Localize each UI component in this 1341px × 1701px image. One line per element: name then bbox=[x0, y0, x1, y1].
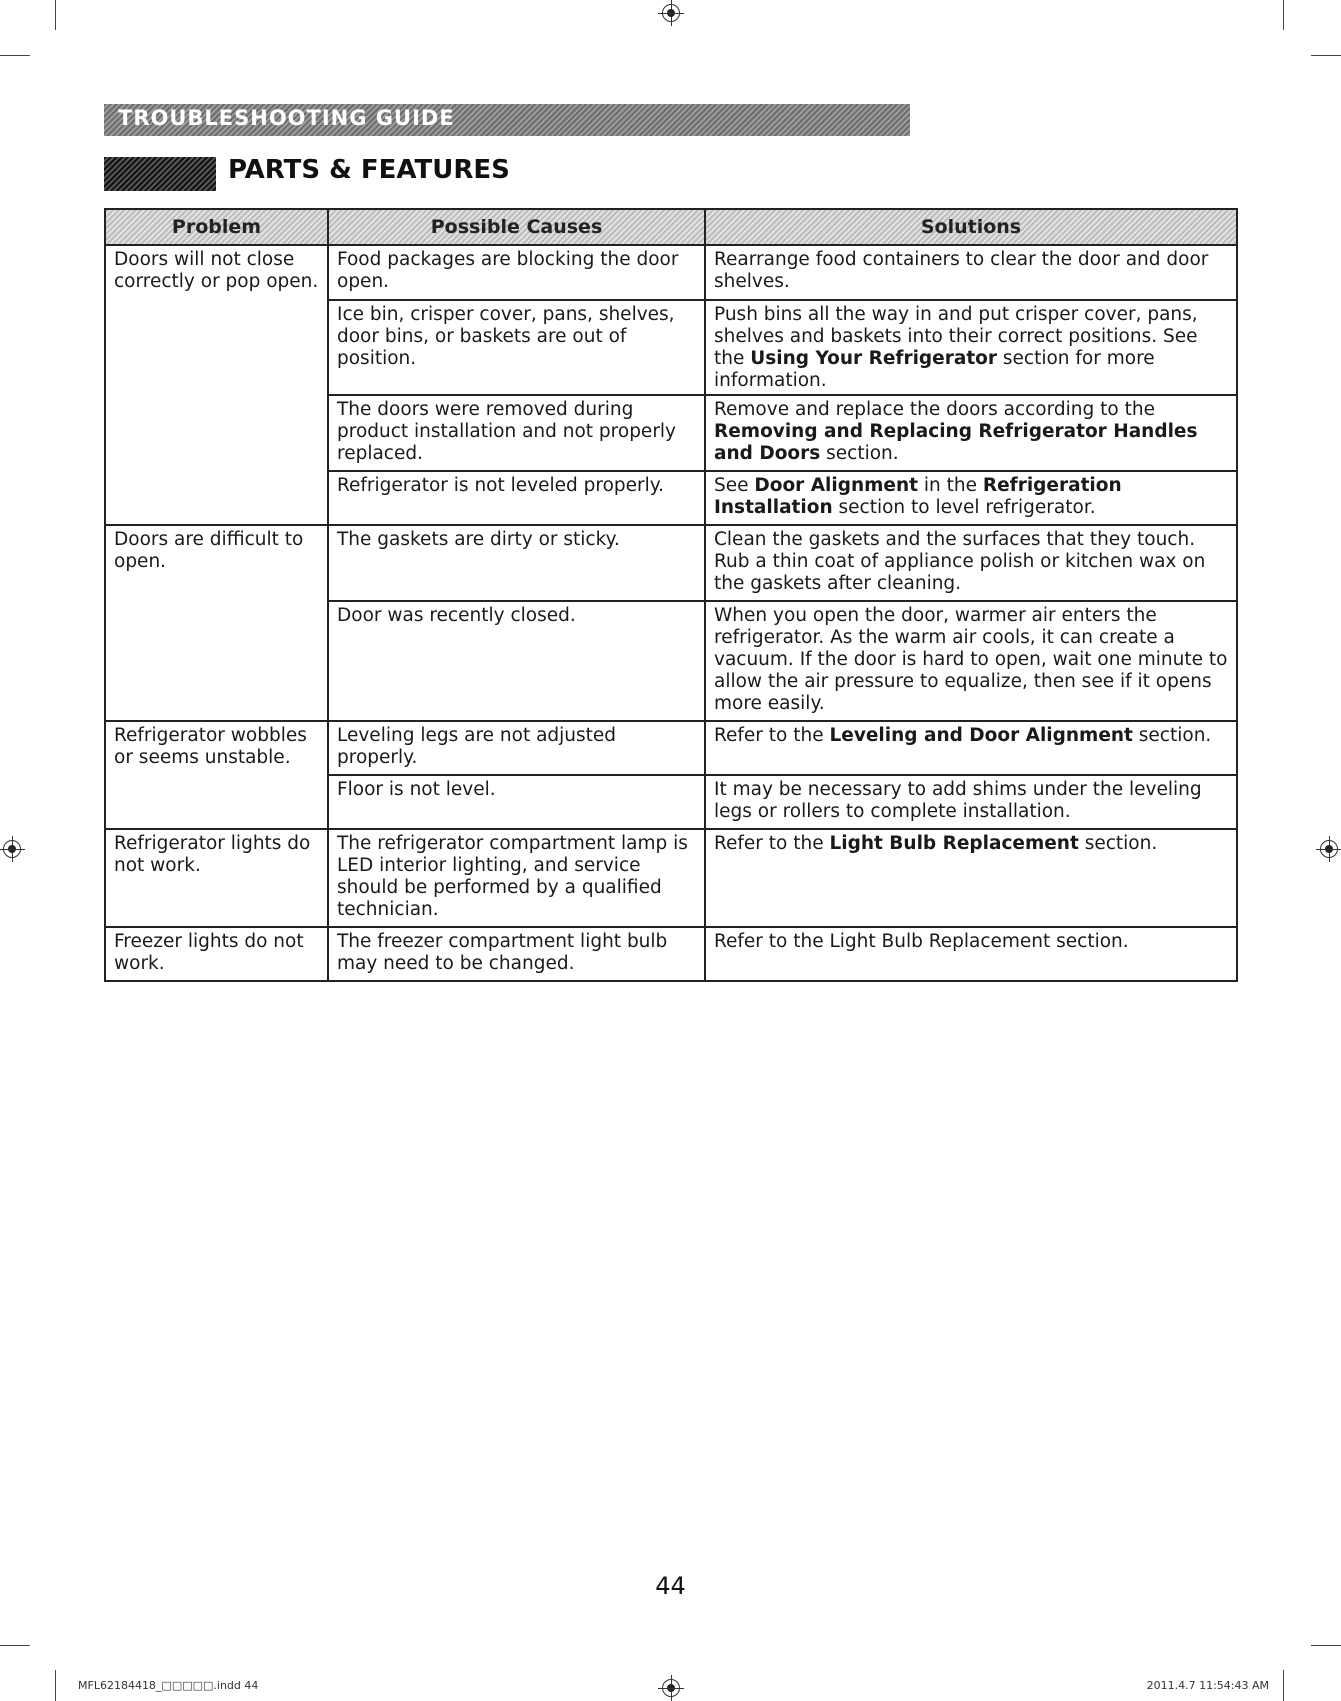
crop-mark bbox=[0, 55, 30, 56]
solution-text: section. bbox=[820, 443, 899, 464]
crop-mark bbox=[1283, 1670, 1284, 1701]
troubleshooting-table bbox=[104, 208, 1238, 982]
cause-cell: Leveling legs are not adjusted properly. bbox=[328, 721, 705, 775]
solution-text: Push bins all the way in and put crisper cover, pans, shelves and baskets into their correct positions. See the bbox=[714, 304, 1198, 369]
table-header-row bbox=[105, 209, 1237, 245]
solution-text: section to level refrigerator. bbox=[832, 497, 1096, 518]
problem-cell: Refrigerator lights do not work. bbox=[105, 829, 328, 927]
solution-reference: Removing and Replacing Refrigerator Handles and Doors bbox=[714, 421, 1198, 464]
cause-cell: Door was recently closed. bbox=[328, 601, 705, 721]
table-row bbox=[105, 927, 1237, 981]
crop-mark bbox=[55, 1670, 56, 1701]
registration-mark-icon bbox=[662, 4, 680, 22]
solution-text: section. bbox=[1132, 725, 1212, 746]
crop-mark bbox=[55, 0, 56, 30]
cause-cell: The doors were removed during product installation and not properly replaced. bbox=[328, 395, 705, 471]
table-row bbox=[105, 525, 1237, 601]
problem-cell: Refrigerator wobbles or seems unstable. bbox=[105, 721, 328, 829]
crop-mark bbox=[1311, 55, 1341, 56]
cause-cell: Food packages are blocking the door open. bbox=[328, 245, 705, 300]
cause-cell: The refrigerator compartment lamp is LED interior lighting, and service should be performed by a qualified technician. bbox=[328, 829, 705, 927]
solution-text: Refer to the bbox=[714, 725, 830, 746]
timestamp-slug: 2011.4.7 11:54:43 AM bbox=[1146, 1679, 1269, 1692]
solution-cell bbox=[705, 471, 1237, 525]
solution-reference: Using Your Refrigerator bbox=[750, 348, 998, 369]
section-title: PARTS & FEATURES bbox=[228, 155, 510, 185]
problem-cell: Freezer lights do not work. bbox=[105, 927, 328, 981]
solution-cell bbox=[705, 721, 1237, 775]
cause-cell: The freezer compartment light bulb may need to be changed. bbox=[328, 927, 705, 981]
crop-mark bbox=[1283, 0, 1284, 30]
solution-cell: Rearrange food containers to clear the door and door shelves. bbox=[705, 245, 1237, 300]
problem-cell: Doors will not close correctly or pop open. bbox=[105, 245, 328, 525]
solution-cell: When you open the door, warmer air enters the refrigerator. As the warm air cools, it can create a vacuum. If the door is hard to open, wait one minute to allow the air pressure to equalize, then see if it opens more easily. bbox=[705, 601, 1237, 721]
solution-cell: It may be necessary to add shims under the leveling legs or rollers to complete installation. bbox=[705, 775, 1237, 829]
solution-text: section. bbox=[1078, 833, 1158, 854]
solution-text: See bbox=[714, 475, 755, 496]
column-header-problem: Problem bbox=[105, 209, 328, 245]
solution-reference: Door Alignment bbox=[754, 475, 918, 496]
solution-reference: Light Bulb Replacement bbox=[829, 833, 1079, 854]
registration-mark-icon bbox=[3, 840, 21, 858]
solution-reference: Leveling and Door Alignment bbox=[829, 725, 1133, 746]
solution-text: in the bbox=[917, 475, 983, 496]
solution-text: section for more information. bbox=[714, 348, 1155, 391]
solution-text: Remove and replace the doors according to the bbox=[714, 399, 1155, 420]
cause-cell: The gaskets are dirty or sticky. bbox=[328, 525, 705, 601]
solution-cell: Refer to the Light Bulb Replacement section. bbox=[705, 927, 1237, 981]
column-header-causes: Possible Causes bbox=[328, 209, 705, 245]
solution-cell: Clean the gaskets and the surfaces that they touch. Rub a thin coat of appliance polish or kitchen wax on the gaskets after cleaning. bbox=[705, 525, 1237, 601]
solution-text: Refer to the bbox=[714, 833, 830, 854]
solution-cell bbox=[705, 829, 1237, 927]
table-row bbox=[105, 829, 1237, 927]
guide-banner bbox=[104, 104, 910, 136]
column-header-solutions: Solutions bbox=[705, 209, 1237, 245]
problem-cell: Doors are difficult to open. bbox=[105, 525, 328, 721]
banner-title: TROUBLESHOOTING GUIDE bbox=[118, 106, 455, 130]
solution-cell bbox=[705, 395, 1237, 471]
file-slug: MFL62184418_□□□□□.indd 44 bbox=[78, 1679, 259, 1692]
crop-mark bbox=[0, 1645, 30, 1646]
registration-mark-icon bbox=[662, 1679, 680, 1697]
page-number: 44 bbox=[655, 1572, 686, 1600]
solution-cell bbox=[705, 300, 1237, 395]
crop-mark bbox=[1311, 1645, 1341, 1646]
section-marker bbox=[104, 157, 216, 191]
table-row bbox=[105, 245, 1237, 300]
cause-cell: Ice bin, crisper cover, pans, shelves, door bins, or baskets are out of position. bbox=[328, 300, 705, 395]
cause-cell: Refrigerator is not leveled properly. bbox=[328, 471, 705, 525]
solution-reference: Refrigeration Installation bbox=[714, 475, 1122, 518]
registration-mark-icon bbox=[1320, 840, 1338, 858]
cause-cell: Floor is not level. bbox=[328, 775, 705, 829]
table-row bbox=[105, 721, 1237, 775]
